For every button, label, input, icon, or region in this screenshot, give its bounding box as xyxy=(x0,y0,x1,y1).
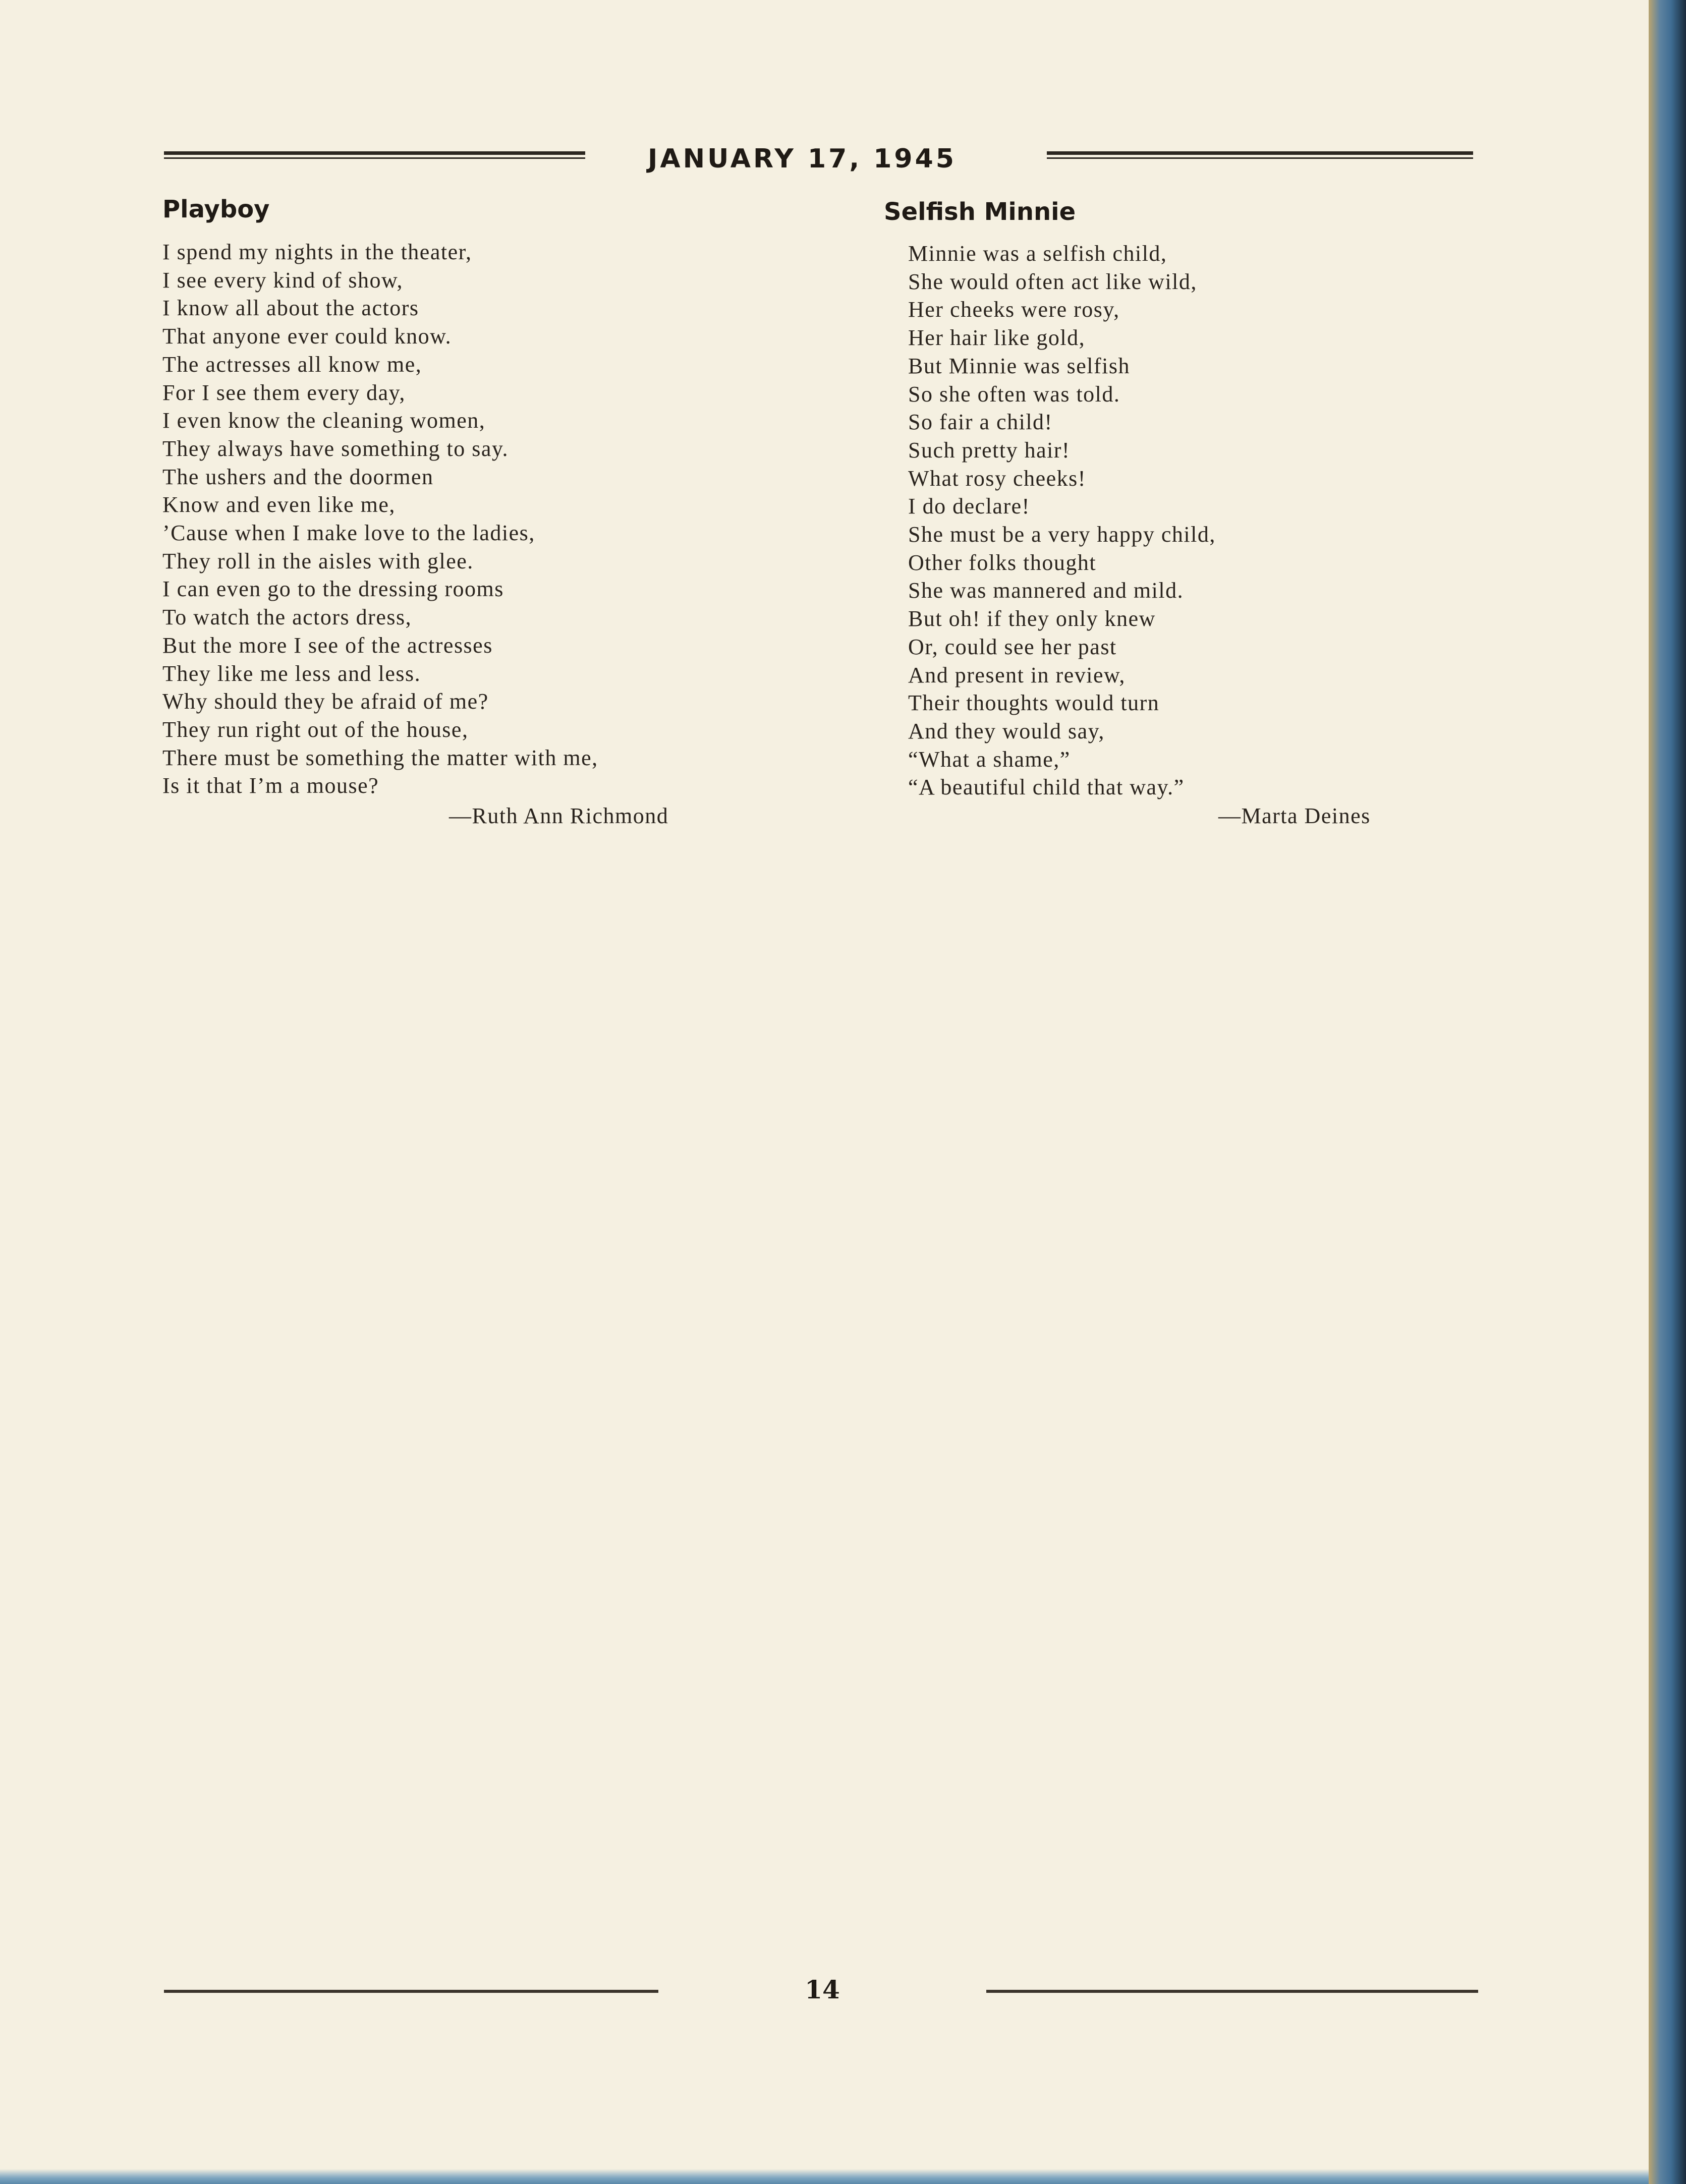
poem-line: I do declare! xyxy=(908,494,1030,519)
poem-line: I know all about the actors xyxy=(162,296,419,321)
binding-edge xyxy=(1649,0,1686,2184)
poem-line: “A beautiful child that way.” xyxy=(908,775,1185,800)
poem-line: But oh! if they only knew xyxy=(908,606,1156,631)
footer-rule-left xyxy=(164,1990,658,1993)
poem-lines xyxy=(162,238,598,800)
poem-line: I spend my nights in the theater, xyxy=(162,240,472,264)
poem-line: But Minnie was selfish xyxy=(908,353,1130,378)
poem-line: She must be a very happy child, xyxy=(908,522,1216,547)
poem-line: Is it that I’m a mouse? xyxy=(162,773,379,798)
poem-line: The ushers and the doormen xyxy=(162,464,434,489)
poem-line: But the more I see of the actresses xyxy=(162,633,493,658)
poem-line: She would often act like wild, xyxy=(908,269,1197,294)
poem-author: —Ruth Ann Richmond xyxy=(449,803,669,828)
poem-line: Her cheeks were rosy, xyxy=(908,297,1120,322)
footer-rule-right xyxy=(986,1990,1478,1993)
poem-line: There must be something the matter with me, xyxy=(162,745,598,770)
poem-line: I can even go to the dressing rooms xyxy=(162,577,504,602)
poem-title: Selfish Minnie xyxy=(884,198,1076,226)
poem-line: For I see them every day, xyxy=(162,380,406,405)
poem-line: So fair a child! xyxy=(908,410,1053,435)
poem-line: “What a shame,” xyxy=(908,746,1071,772)
poem-lines xyxy=(908,240,1216,801)
poem-line: Know and even like me, xyxy=(162,492,396,518)
poem-line: They run right out of the house, xyxy=(162,717,469,742)
header-date: JANUARY 17, 1945 xyxy=(648,144,957,174)
poem-line: That anyone ever could know. xyxy=(162,324,452,349)
poem-line: And present in review, xyxy=(908,662,1126,687)
poem-line: Their thoughts would turn xyxy=(908,691,1160,716)
page-number: 14 xyxy=(805,1975,840,2004)
poem-line: They always have something to say. xyxy=(162,436,509,461)
poem-line: What rosy cheeks! xyxy=(908,466,1086,491)
poem-line: Minnie was a selfish child, xyxy=(908,241,1167,266)
poem-line: The actresses all know me, xyxy=(162,352,422,377)
poem-line: I even know the cleaning women, xyxy=(162,408,486,433)
poem-author: —Marta Deines xyxy=(1218,803,1371,828)
header-rule-right xyxy=(1047,151,1473,160)
poem-line: ’Cause when I make love to the ladies, xyxy=(162,521,535,546)
poem-line: And they would say, xyxy=(908,718,1105,743)
header-rule-left xyxy=(164,151,585,160)
poem-line: Other folks thought xyxy=(908,550,1097,575)
poem-line: Her hair like gold, xyxy=(908,325,1086,351)
poem-line: They roll in the aisles with glee. xyxy=(162,548,474,573)
poem-line: Such pretty hair! xyxy=(908,437,1071,463)
poem-line: I see every kind of show, xyxy=(162,267,403,293)
poem-line: Or, could see her past xyxy=(908,634,1117,659)
poem-line: She was mannered and mild. xyxy=(908,578,1184,603)
poem-title: Playboy xyxy=(162,195,270,223)
poem-line: They like me less and less. xyxy=(162,661,421,686)
poem-line: Why should they be afraid of me? xyxy=(162,689,489,714)
poem-line: To watch the actors dress, xyxy=(162,605,412,630)
poem-line: So she often was told. xyxy=(908,381,1120,407)
page-bottom-edge xyxy=(0,2169,1649,2184)
